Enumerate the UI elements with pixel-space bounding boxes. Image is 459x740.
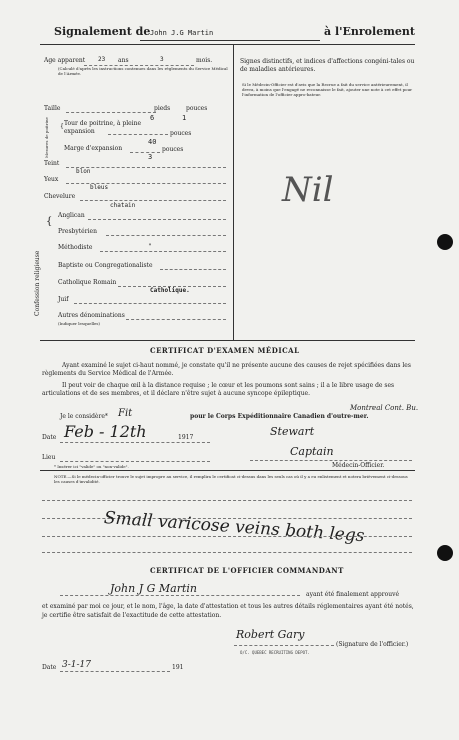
- section-rule: [40, 340, 415, 341]
- medical-year: 1917: [178, 434, 194, 441]
- anglican-line: [88, 219, 226, 220]
- expansion-pouces: pouces: [162, 146, 184, 153]
- remarks-line-3: [42, 536, 412, 537]
- commanding-line1-suffix: ayant été finalement approuvé: [306, 591, 400, 598]
- medical-officer-title: Médecin-Officier.: [332, 462, 385, 469]
- place-line: [60, 461, 210, 462]
- remarks-line-1: [42, 500, 412, 501]
- chest-brace: {: [60, 123, 64, 130]
- note-rule: [40, 470, 415, 471]
- feet-label: pieds: [154, 105, 171, 112]
- date-label: Date: [42, 434, 57, 441]
- hair-line: [80, 200, 226, 201]
- age-note: (Calculé d'après les instructions contenues dans les règlements du Service Médical de l'Armée.: [58, 66, 228, 76]
- medical-officer-signature: Stewart: [270, 425, 315, 438]
- name-underline: [140, 40, 320, 41]
- unit-handwritten: Montreal Cont. Bu.: [350, 404, 419, 412]
- commanding-recruit-name-handwritten: John J G Martin: [110, 582, 197, 595]
- medical-heading: CERTIFICAT D'EXAMEN MÉDICAL: [150, 346, 300, 355]
- form-title-right: à l'Enrolement: [324, 25, 415, 38]
- consider-prefix: Je le considère*: [60, 413, 108, 420]
- chest-value: 40: [148, 138, 157, 146]
- consider-suffix: pour le Corps Expéditionnaire Canadien d'outre-mer.: [190, 413, 369, 420]
- religion-jewish: Juif: [58, 296, 69, 303]
- expansion-value: 3: [148, 153, 153, 161]
- complexion-label: Teint: [44, 160, 60, 167]
- hair-label: Chevelure: [44, 193, 76, 200]
- depot-stamp: O/C. QUEBEC RECRUITING DEPOT.: [240, 650, 310, 655]
- religion-brace-top: {: [46, 216, 53, 227]
- months-label: mois.: [196, 57, 213, 64]
- fit-handwritten: Fit: [118, 408, 133, 419]
- chest-side-label: Mesures de poitrine: [44, 117, 49, 158]
- officer-line: [250, 460, 412, 461]
- chest-label: Tour de poitrine, à pleine expansion: [64, 120, 142, 135]
- medical-paragraph-2: Il peut voir de chaque œil à la distance requise ; le cœur et les poumons sont sains ; il a le libre usage de ses articulations et de ses membres, et il déclare n'être sujet à aucune syncope épileptique.: [42, 382, 395, 397]
- header-rule: [40, 44, 415, 45]
- methodist-line: [100, 251, 226, 252]
- commanding-heading: CERTIFICAT DE L'OFFICIER COMMANDANT: [150, 566, 344, 575]
- remarks-handwritten: Small varicose veins both legs: [103, 508, 366, 547]
- eyes-value: bleus: [90, 184, 109, 191]
- religion-methodist: Méthodiste: [58, 244, 93, 251]
- medical-officer-rank: Captain: [290, 445, 334, 458]
- eyes-label: Yeux: [44, 176, 59, 183]
- age-months-value: 3: [160, 56, 164, 63]
- commanding-date-label: Date: [42, 664, 57, 671]
- recruit-name: John J.G Martin: [150, 29, 214, 37]
- commanding-name-line: [60, 595, 300, 596]
- marks-nil-handwritten: Nil: [282, 170, 334, 210]
- punch-hole: [437, 545, 453, 561]
- form-title-left: Signalement de: [54, 25, 151, 38]
- medical-note: NOTE.—Si le médecin-officier trouve le sujet impropre au service, il remplira le certificat ci-dessus dans les seuls cas où il y a eu enlistement et notera brièvement ci-dessous les causes d'invalidité.: [54, 474, 408, 484]
- punch-hole: [437, 234, 453, 250]
- remarks-line-4: [42, 552, 412, 553]
- fit-instruction: * Insérer ici "valide" ou "non-valide".: [54, 464, 129, 469]
- methodist-mark: ": [148, 243, 152, 250]
- hair-value: chatain: [110, 202, 136, 209]
- height-line: [66, 112, 156, 113]
- commanding-date-line: [60, 671, 170, 672]
- complexion-value: blon: [76, 168, 91, 175]
- religion-other: Autres dénominations: [58, 312, 125, 319]
- commanding-signature: Robert Gary: [236, 628, 305, 641]
- other-line: [126, 319, 226, 320]
- commanding-year-prefix: 191: [172, 664, 184, 671]
- height-inches-value: 1: [182, 114, 187, 122]
- column-divider: [233, 44, 234, 340]
- baptist-line: [160, 269, 226, 270]
- religion-anglican: Anglican: [58, 212, 85, 219]
- inches-label: pouces: [186, 105, 208, 112]
- religion-catholic: Catholique Romain: [58, 279, 117, 286]
- medical-date-handwritten: Feb - 12th: [64, 422, 147, 441]
- expansion-line: [130, 152, 160, 153]
- presbyterian-line: [106, 235, 226, 236]
- age-years-unit: ans: [118, 57, 129, 64]
- chest-line: [108, 134, 168, 135]
- commanding-paragraph: et examiné par moi ce jour, et le nom, l'âge, la date d'attestation et tous les autres détails réglementaires ayant été notés, je certifie être satisfait de l'exactitude de cette attestation.: [42, 603, 414, 619]
- religion-side-label: Confession religieuse: [34, 250, 41, 316]
- catholic-value: Catholique.: [150, 287, 190, 294]
- marks-heading: Signes distinctifs, et indices d'affections congéni-tales ou de maladies antérieures.: [240, 58, 415, 73]
- age-label: Age apparent: [44, 57, 86, 64]
- age-years-value: 23: [98, 56, 106, 63]
- height-feet-value: 6: [150, 114, 155, 122]
- religion-other-note: (Indiquer lesquelles): [58, 321, 100, 326]
- chest-pouces: pouces: [170, 130, 192, 137]
- expansion-label: Marge d'expansion: [64, 145, 123, 152]
- height-label: Taille: [44, 105, 61, 112]
- religion-baptist: Baptiste ou Congregationaliste: [58, 262, 153, 269]
- medical-paragraph-1: Ayant examiné le sujet ci-haut nommé, je constate qu'il ne présente aucune des causes de rejet spécifiées dans les règlements du Service Médical de l'Armée.: [42, 362, 411, 377]
- signature-line: [234, 645, 334, 646]
- religion-presbyterian: Presbytérien: [58, 228, 97, 235]
- date-line: [60, 442, 210, 443]
- commanding-date-handwritten: 3-1-17: [62, 660, 91, 670]
- signature-label: (Signature de l'officier.): [336, 641, 409, 648]
- place-label: Lieu: [42, 454, 56, 461]
- jewish-line: [74, 303, 226, 304]
- marks-note: Si le Médecin-Officier est d'avis que la Recrue a fait du service antérieurement, il devra, à moins que l'engagé ne reconnaisse le fait, ajouter une note à cet effet pour l'information de l'officier appro-bateur.: [242, 82, 413, 97]
